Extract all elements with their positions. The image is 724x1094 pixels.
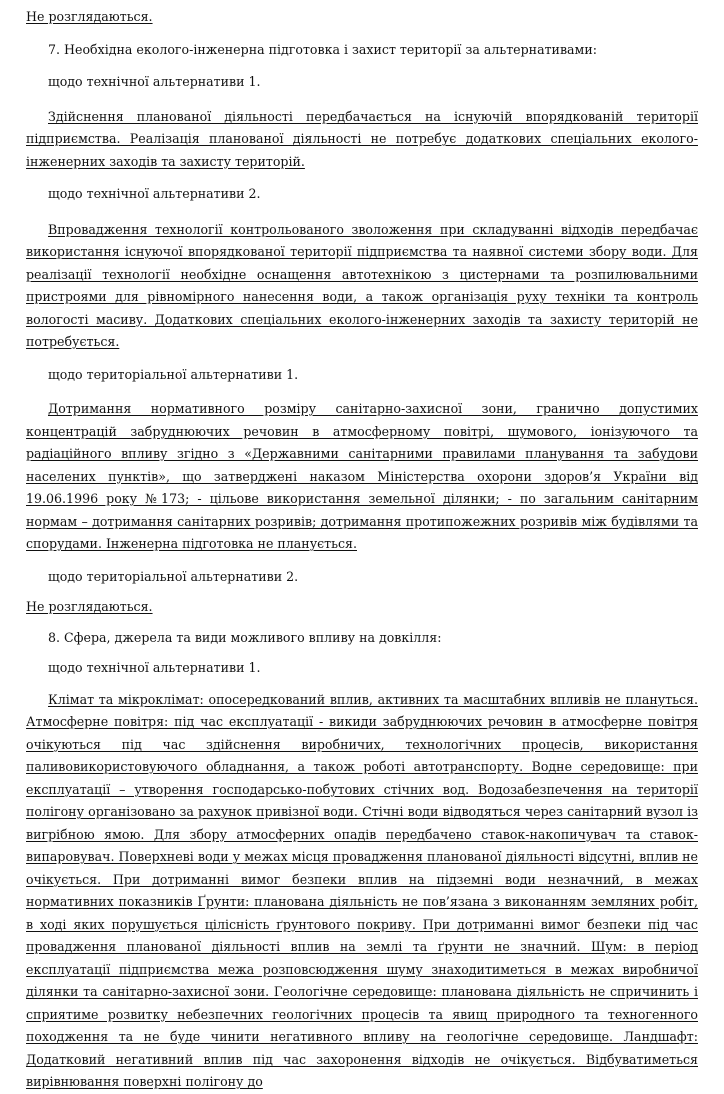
label-technical-alternative-1-s8: щодо технічної альтернативи 1.	[48, 660, 261, 675]
paragraph-tech-alt-1-impacts: Клімат та мікроклімат: опосередкований вплив, активних та масштабних впливів не плануться. Атмосферне повітря: під час експлуатації - викиди забруднюючих речовин в атмосферне повітря очікуються під час здійснення виробничих, технологічних процесів, використання паливовикористовуючого обладнання, а також роботі автотранспорту. Водне середовище: при експлуатації – утворення господарсько-побутових стічних вод. Водозабезпечення на території полігону організовано за рахунок привізної води. Стічні води відводяться через санітарний вузол із вигрібною ямою. Для збору атмосферних опадів передбачено ставок-накопичувач та ставок-випаровувач. Поверхневі води у межах місця провадження планованої діяльності відсутні, вплив не очікується. При дотриманні вимог безпеки вплив на підземні води незначний, в межах нормативних показників Ґрунти: планована діяльність не пов’язана з виконанням земляних робіт, в ході яких порушується цілісність ґрунтового покриву. При дотриманні вимог безпеки під час провадження планованої діяльності вплив на землі та ґрунти не значний. Шум: в період експлуатації підприємства межа розповсюдження шуму знаходитиметься в межах виробничої ділянки та санітарно-захисної зони. Геологічне середовище: планована діяльність не спричинить і сприятиме розвитку небезпечних геологічних процесів та явищ природного та техногенного походження та не буде чинити негативного впливу на геологічне середовище. Ландшафт: Додатковий негативний вплив під час захоронення відходів не очікується. Відбуватиметься вирівнювання поверхні полігону до	[26, 691, 698, 1089]
paragraph-terr-alt-1-preparation: Дотримання нормативного розміру санітарно-захисної зони, гранично допустимих концентрацій забруднюючих речовин в атмосферному повітрі, шумового, іонізуючого та радіаційного впливу згідно з «Державними санітарними правилами планування та забудови населених пунктів», що затверджені наказом Міністерства охорони здоров’я України від 19.06.1996 року №173; - цільове використання земельної ділянки; - по загальним санітарним нормам – дотримання санітарних розривів; дотримання протипожежних розривів між будівлями та спорудами. Інженерна підготовка не планується.	[26, 401, 698, 551]
paragraph-tech-alt-2-preparation: Впровадження технології контрольованого зволоження при складуванні відходів передбачає використання існуючої впорядкованої території підприємства та наявної системи збору води. Для реалізації технології необхідне оснащення автотехнікою з цистернами та розпилювальними пристроями для рівномірного нанесення води, а також організація руху техніки та контроль вологості масиву. Додаткових спеціальних еколого-інженерних заходів та захисту територій не потребується.	[26, 221, 698, 349]
paragraph-not-considered-2: Не розглядаються.	[26, 599, 153, 614]
label-territorial-alternative-1: щодо територіальної альтернативи 1.	[48, 366, 299, 382]
section-7-heading: 7. Необхідна еколого-інженерна підготовка і захист території за альтернативами:	[48, 41, 597, 57]
label-technical-alternative-1: щодо технічної альтернативи 1.	[48, 74, 261, 89]
paragraph-not-considered-1: Не розглядаються.	[26, 9, 153, 24]
label-territorial-alternative-2: щодо територіальної альтернативи 2.	[48, 568, 299, 584]
label-technical-alternative-2: щодо технічної альтернативи 2.	[48, 186, 261, 201]
paragraph-tech-alt-1-preparation: Здійснення планованої діяльності передбачається на існуючій впорядкованій території підприємства. Реалізація планованої діяльності не потребує додаткових спеціальних еколого-інженерних заходів та захисту територій.	[26, 108, 698, 169]
section-8-heading: 8. Сфера, джерела та види можливого впливу на довкілля:	[48, 629, 442, 645]
